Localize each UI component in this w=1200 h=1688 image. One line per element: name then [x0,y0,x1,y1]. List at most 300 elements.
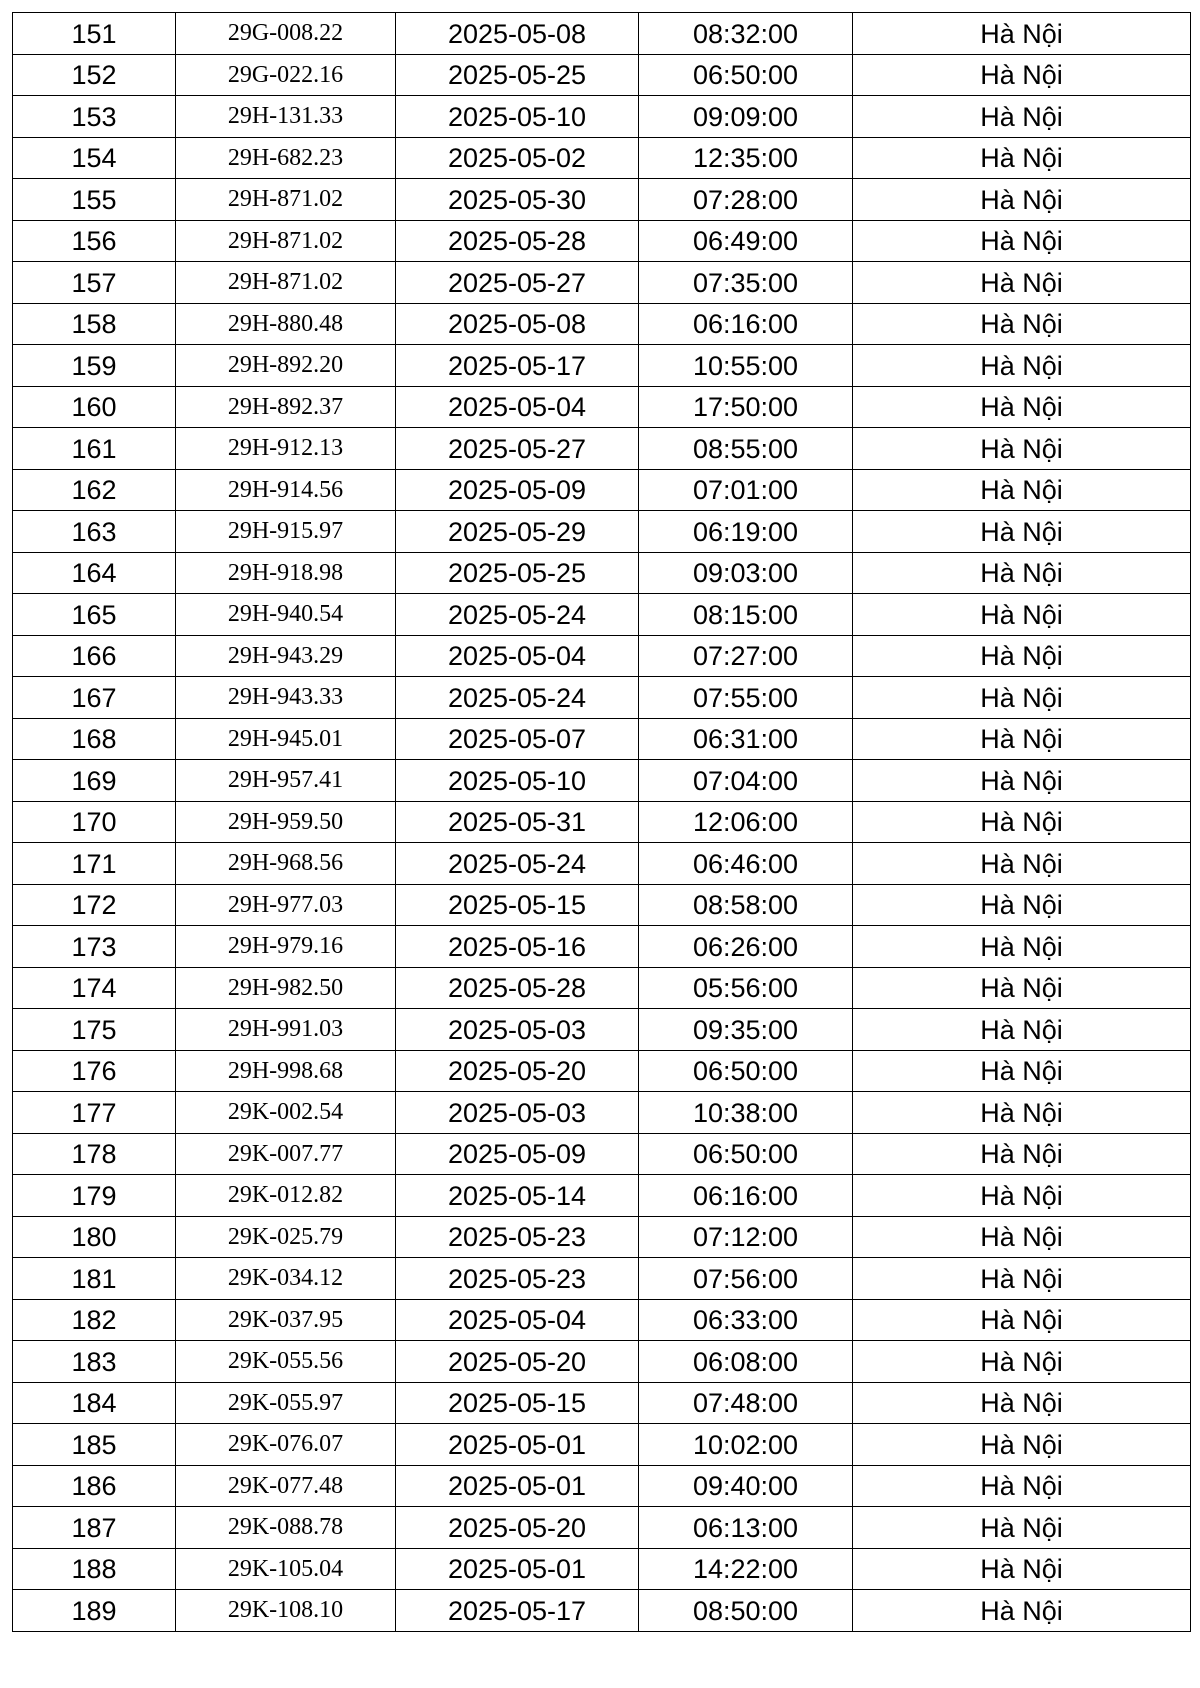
location: Hà Nội [980,848,1063,879]
violation-date: 2025-05-15 [447,1388,587,1419]
violation-time: 06:13:00 [692,1512,799,1543]
license-plate: 29H-957.41 [227,767,344,794]
location-cell [853,1424,1191,1466]
location: Hà Nội [980,765,1063,796]
violation-date: 2025-05-03 [447,1097,587,1128]
violation-date-cell [396,967,639,1009]
location-cell [853,718,1191,760]
table-row [13,428,1191,470]
location-cell [853,594,1191,636]
location: Hà Nội [980,184,1063,215]
location-cell [853,801,1191,843]
row-number-cell [13,1382,176,1424]
row-number: 157 [71,267,117,298]
location: Hà Nội [980,973,1063,1004]
violation-time: 06:46:00 [692,848,799,879]
license-plate-cell [176,54,396,96]
violation-date-cell [396,386,639,428]
location-cell [853,967,1191,1009]
location-cell [853,552,1191,594]
row-number-cell [13,13,176,55]
location: Hà Nội [980,1429,1063,1460]
row-number-cell [13,1590,176,1632]
license-plate: 29H-880.48 [227,310,344,337]
violation-time: 06:08:00 [692,1346,799,1377]
license-plate: 29K-002.54 [227,1099,344,1126]
table-row [13,718,1191,760]
violation-date: 2025-05-09 [447,1139,587,1170]
violation-time-cell [639,220,853,262]
license-plate-cell [176,1548,396,1590]
row-number: 183 [71,1346,117,1377]
violation-time: 06:26:00 [692,931,799,962]
violation-time-cell [639,1465,853,1507]
location: Hà Nội [980,433,1063,464]
location-cell [853,1175,1191,1217]
license-plate-cell [176,220,396,262]
violation-date: 2025-05-31 [447,807,587,838]
row-number: 189 [71,1595,117,1626]
violation-date-cell [396,96,639,138]
violation-time-cell [639,428,853,470]
violation-time-cell [639,137,853,179]
license-plate-cell [176,428,396,470]
license-plate-cell [176,179,396,221]
violation-date-cell [396,1590,639,1632]
location-cell [853,137,1191,179]
location-cell [853,1050,1191,1092]
violation-date: 2025-05-01 [447,1554,587,1585]
row-number-cell [13,1548,176,1590]
violation-date: 2025-05-20 [447,1512,587,1543]
row-number-cell [13,801,176,843]
row-number: 180 [71,1222,117,1253]
table-row [13,1092,1191,1134]
location: Hà Nội [980,931,1063,962]
violation-date: 2025-05-02 [447,143,587,174]
location: Hà Nội [980,516,1063,547]
license-plate-cell [176,345,396,387]
table-row [13,1382,1191,1424]
row-number: 167 [71,682,117,713]
license-plate-cell [176,1341,396,1383]
violation-date: 2025-05-15 [447,890,587,921]
violation-time: 08:55:00 [692,433,799,464]
row-number-cell [13,469,176,511]
license-plate: 29G-008.22 [227,20,344,47]
table-row [13,1050,1191,1092]
row-number-cell [13,884,176,926]
location: Hà Nội [980,101,1063,132]
violation-time: 07:35:00 [692,267,799,298]
license-plate: 29H-892.37 [227,393,344,420]
location: Hà Nội [980,1097,1063,1128]
row-number-cell [13,760,176,802]
license-plate: 29K-108.10 [227,1597,344,1624]
license-plate: 29H-943.29 [227,642,344,669]
license-plate-cell [176,1382,396,1424]
row-number: 177 [71,1097,117,1128]
violation-date: 2025-05-25 [447,60,587,91]
location-cell [853,386,1191,428]
violation-date: 2025-05-20 [447,1056,587,1087]
violation-date: 2025-05-10 [447,765,587,796]
violation-date: 2025-05-29 [447,516,587,547]
violation-time: 06:33:00 [692,1305,799,1336]
violation-time-cell [639,1258,853,1300]
row-number: 175 [71,1014,117,1045]
table-row [13,303,1191,345]
location: Hà Nội [980,1180,1063,1211]
row-number-cell [13,179,176,221]
violation-date-cell [396,1507,639,1549]
location-cell [853,1092,1191,1134]
violation-time-cell [639,843,853,885]
violation-date-cell [396,1341,639,1383]
location-cell [853,54,1191,96]
location: Hà Nội [980,682,1063,713]
row-number: 182 [71,1305,117,1336]
violation-time: 06:50:00 [692,1056,799,1087]
row-number-cell [13,1092,176,1134]
violation-time: 06:19:00 [692,516,799,547]
location: Hà Nội [980,1595,1063,1626]
violation-time: 12:06:00 [692,807,799,838]
row-number-cell [13,1507,176,1549]
violation-time-cell [639,760,853,802]
license-plate: 29H-991.03 [227,1016,344,1043]
violation-time: 07:48:00 [692,1388,799,1419]
table-row [13,635,1191,677]
violation-date-cell [396,428,639,470]
violation-time: 12:35:00 [692,143,799,174]
violation-time-cell [639,262,853,304]
license-plate-cell [176,386,396,428]
license-plate-cell [176,1092,396,1134]
license-plate: 29H-915.97 [227,518,344,545]
location: Hà Nội [980,599,1063,630]
violation-date: 2025-05-17 [447,350,587,381]
table-row [13,760,1191,802]
row-number-cell [13,96,176,138]
row-number-cell [13,1465,176,1507]
row-number-cell [13,843,176,885]
table-row [13,1424,1191,1466]
violation-date-cell [396,179,639,221]
row-number-cell [13,345,176,387]
violation-time-cell [639,345,853,387]
table-row [13,1299,1191,1341]
violation-date-cell [396,262,639,304]
table-row [13,96,1191,138]
violation-time-cell [639,1133,853,1175]
location: Hà Nội [980,1139,1063,1170]
row-number: 158 [71,309,117,340]
location: Hà Nội [980,18,1063,49]
row-number: 160 [71,392,117,423]
violation-time: 14:22:00 [692,1554,799,1585]
location-cell [853,1299,1191,1341]
row-number: 155 [71,184,117,215]
location: Hà Nội [980,1388,1063,1419]
violation-time: 10:02:00 [692,1429,799,1460]
location-cell [853,1382,1191,1424]
violation-date-cell [396,303,639,345]
license-plate: 29H-940.54 [227,601,344,628]
location: Hà Nội [980,558,1063,589]
table-row [13,511,1191,553]
row-number-cell [13,635,176,677]
violation-time: 06:50:00 [692,60,799,91]
license-plate: 29H-131.33 [227,103,344,130]
license-plate: 29K-025.79 [227,1223,344,1250]
violation-time-cell [639,1507,853,1549]
violation-date-cell [396,760,639,802]
license-plate-cell [176,96,396,138]
location-cell [853,677,1191,719]
row-number-cell [13,926,176,968]
violation-time-cell [639,1050,853,1092]
license-plate-cell [176,469,396,511]
violation-date: 2025-05-08 [447,309,587,340]
violation-time: 06:31:00 [692,724,799,755]
violation-time-cell [639,1341,853,1383]
violation-time: 08:32:00 [692,18,799,49]
violation-time: 07:28:00 [692,184,799,215]
location-cell [853,1133,1191,1175]
row-number: 154 [71,143,117,174]
row-number-cell [13,1299,176,1341]
license-plate: 29K-037.95 [227,1306,344,1333]
license-plate-cell [176,926,396,968]
row-number: 152 [71,60,117,91]
table-row [13,1216,1191,1258]
table-row [13,469,1191,511]
table-row [13,884,1191,926]
violation-time-cell [639,635,853,677]
row-number: 184 [71,1388,117,1419]
violation-time: 05:56:00 [692,973,799,1004]
violation-date-cell [396,552,639,594]
license-plate: 29H-943.33 [227,684,344,711]
row-number-cell [13,386,176,428]
row-number-cell [13,1258,176,1300]
license-plate-cell [176,677,396,719]
violation-date: 2025-05-25 [447,558,587,589]
location: Hà Nội [980,1222,1063,1253]
license-plate: 29H-968.56 [227,850,344,877]
location-cell [853,1465,1191,1507]
violation-date-cell [396,677,639,719]
location-cell [853,1009,1191,1051]
violation-time-cell [639,1092,853,1134]
violation-time-cell [639,179,853,221]
row-number: 162 [71,475,117,506]
violation-time: 08:50:00 [692,1595,799,1626]
violation-date-cell [396,1548,639,1590]
violation-time: 06:49:00 [692,226,799,257]
violation-date: 2025-05-24 [447,848,587,879]
violation-time: 07:56:00 [692,1263,799,1294]
violation-time-cell [639,967,853,1009]
violation-date-cell [396,1009,639,1051]
row-number: 165 [71,599,117,630]
location-cell [853,884,1191,926]
violation-date: 2025-05-03 [447,1014,587,1045]
license-plate: 29H-912.13 [227,435,344,462]
location: Hà Nội [980,641,1063,672]
row-number: 170 [71,807,117,838]
violation-time-cell [639,677,853,719]
license-plate-cell [176,262,396,304]
license-plate: 29K-105.04 [227,1555,344,1582]
violation-time: 10:55:00 [692,350,799,381]
license-plate-cell [176,843,396,885]
violation-date: 2025-05-16 [447,931,587,962]
row-number-cell [13,428,176,470]
location: Hà Nội [980,807,1063,838]
license-plate: 29H-918.98 [227,559,344,586]
row-number-cell [13,1341,176,1383]
table-row [13,1590,1191,1632]
table-row [13,1507,1191,1549]
row-number-cell [13,1133,176,1175]
violation-time-cell [639,1548,853,1590]
violation-time-cell [639,926,853,968]
row-number: 153 [71,101,117,132]
violation-time: 10:38:00 [692,1097,799,1128]
violation-time-cell [639,1590,853,1632]
license-plate-cell [176,1258,396,1300]
location-cell [853,843,1191,885]
violation-date: 2025-05-01 [447,1429,587,1460]
row-number: 169 [71,765,117,796]
violation-date-cell [396,801,639,843]
location-cell [853,926,1191,968]
license-plate: 29H-871.02 [227,186,344,213]
row-number: 173 [71,931,117,962]
license-plate: 29H-914.56 [227,476,344,503]
violation-date: 2025-05-17 [447,1595,587,1626]
violation-time: 07:01:00 [692,475,799,506]
violation-time-cell [639,1009,853,1051]
violation-time: 07:04:00 [692,765,799,796]
license-plate-cell [176,1465,396,1507]
violation-time-cell [639,303,853,345]
violation-date: 2025-05-27 [447,433,587,464]
row-number-cell [13,677,176,719]
row-number-cell [13,262,176,304]
row-number: 166 [71,641,117,672]
location: Hà Nội [980,1056,1063,1087]
violation-date-cell [396,1382,639,1424]
violation-time: 06:16:00 [692,1180,799,1211]
violation-date: 2025-05-07 [447,724,587,755]
row-number-cell [13,1050,176,1092]
violation-date-cell [396,884,639,926]
table-row [13,262,1191,304]
location-cell [853,1258,1191,1300]
violation-date: 2025-05-27 [447,267,587,298]
license-plate-cell [176,137,396,179]
row-number-cell [13,54,176,96]
location-cell [853,635,1191,677]
violation-date-cell [396,1092,639,1134]
table-row [13,1341,1191,1383]
violation-date-cell [396,1216,639,1258]
row-number: 159 [71,350,117,381]
license-plate-cell [176,760,396,802]
row-number: 185 [71,1429,117,1460]
row-number: 171 [71,848,117,879]
row-number-cell [13,511,176,553]
license-plate: 29H-871.02 [227,269,344,296]
row-number-cell [13,594,176,636]
license-plate: 29K-055.97 [227,1389,344,1416]
table-row [13,1175,1191,1217]
location-cell [853,345,1191,387]
location: Hà Nội [980,475,1063,506]
license-plate-cell [176,1590,396,1632]
license-plate: 29H-959.50 [227,808,344,835]
row-number: 181 [71,1263,117,1294]
table-row [13,345,1191,387]
violation-date-cell [396,1133,639,1175]
license-plate: 29H-977.03 [227,891,344,918]
table-row [13,926,1191,968]
violation-date-cell [396,926,639,968]
location-cell [853,760,1191,802]
violation-time-cell [639,801,853,843]
violation-time-cell [639,594,853,636]
violation-date: 2025-05-23 [447,1222,587,1253]
table-row [13,594,1191,636]
row-number-cell [13,303,176,345]
table-row [13,137,1191,179]
row-number: 188 [71,1554,117,1585]
location: Hà Nội [980,267,1063,298]
license-plate-cell [176,1050,396,1092]
table-row [13,801,1191,843]
violation-time-cell [639,469,853,511]
violation-date: 2025-05-04 [447,392,587,423]
violation-time: 07:55:00 [692,682,799,713]
license-plate-cell [176,1299,396,1341]
violation-date: 2025-05-20 [447,1346,587,1377]
location-cell [853,1548,1191,1590]
violation-date: 2025-05-01 [447,1471,587,1502]
violation-time: 08:58:00 [692,890,799,921]
violation-time: 09:40:00 [692,1471,799,1502]
violation-time-cell [639,1382,853,1424]
violation-time: 08:15:00 [692,599,799,630]
license-plate-cell [176,13,396,55]
location: Hà Nội [980,1512,1063,1543]
location-cell [853,13,1191,55]
violation-date: 2025-05-14 [447,1180,587,1211]
location: Hà Nội [980,143,1063,174]
violation-date-cell [396,843,639,885]
location: Hà Nội [980,350,1063,381]
violation-time-cell [639,511,853,553]
violation-time: 07:27:00 [692,641,799,672]
license-plate: 29G-022.16 [227,61,344,88]
license-plate: 29H-871.02 [227,227,344,254]
license-plate: 29K-076.07 [227,1431,344,1458]
violation-time: 17:50:00 [692,392,799,423]
violation-time-cell [639,386,853,428]
table-row [13,1465,1191,1507]
